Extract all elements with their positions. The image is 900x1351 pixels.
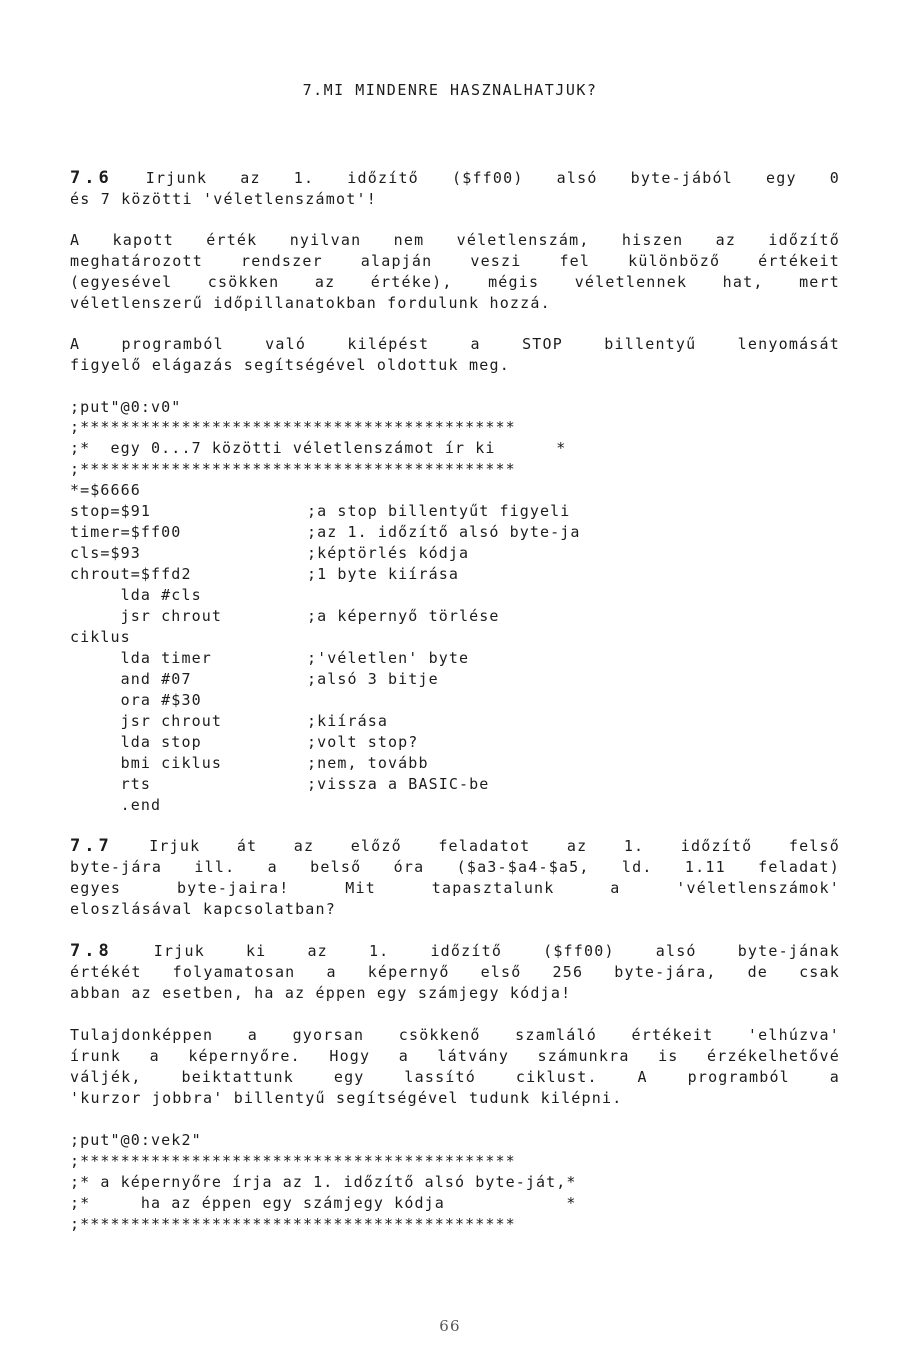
exercise-text: Irjuk át az előző feladatot az 1. időzítő felső [149, 837, 840, 855]
code-comment: ;1 byte kiírása [307, 565, 459, 583]
code-line: cls=$93 [70, 544, 141, 562]
code-line: lda stop [70, 733, 202, 751]
code-comment-banner: ;* egy 0...7 közötti véletlenszámot ír ki * [70, 439, 567, 457]
exercise-7-7-line-1 [70, 836, 840, 856]
code-line: chrout=$ffd2 [70, 565, 192, 583]
code-comment: ;a stop billentyűt figyeli [307, 502, 571, 520]
code-put-line: ;put"@0:v0" [70, 398, 182, 416]
code-comment: ;a képernyő törlése [307, 607, 500, 625]
code-comment: ;alsó 3 bitje [307, 670, 439, 688]
paragraph-line: figyelő elágazás segítségével oldottuk meg. [70, 356, 510, 374]
paragraph-line: Tulajdonképpen a gyorsan csökkenő szamláló értékeit 'elhúzva' [70, 1026, 840, 1044]
code-line: rts [70, 775, 152, 793]
paragraph-line: 'kurzor jobbra' billentyű segítségével tudunk kilépni. [70, 1089, 623, 1107]
code-comment-stars: ;******************************************* [70, 418, 516, 436]
exercise-text: Irjunk az 1. időzítő ($ff00) alsó byte-jából egy 0 [145, 169, 841, 187]
code-comment-banner: ;* a képernyőre írja az 1. időzítő alsó byte-ját,* [70, 1173, 577, 1191]
code-line: ora #$30 [70, 691, 202, 709]
code-line: bmi ciklus [70, 754, 222, 772]
code-comment: ;'véletlen' byte [307, 649, 470, 667]
code-line: jsr chrout [70, 712, 222, 730]
code-comment-stars: ;******************************************* [70, 1215, 516, 1233]
chapter-title: 7.MI MINDENRE HASZNALHATJUK? [302, 81, 598, 99]
code-comment: ;nem, tovább [307, 754, 429, 772]
exercise-7-8-line-2: értékét folyamatosan a képernyő első 256 byte-jára, de csak [70, 963, 840, 981]
code-comment-stars: ;******************************************* [70, 1152, 516, 1170]
code-line: timer=$ff00 [70, 523, 182, 541]
paragraph-line: A programból való kilépést a STOP billentyű lenyomását [70, 335, 840, 353]
paragraph-line: A kapott érték nyilvan nem véletlenszám, hiszen az időzítő [70, 231, 840, 249]
exercise-7-7-line-4: eloszlásával kapcsolatban? [70, 900, 336, 918]
code-put-line: ;put"@0:vek2" [70, 1131, 202, 1149]
exercise-number: 7.8 [70, 941, 113, 961]
paragraph-line: (egyesével csökken az értéke), mégis véletlennek hat, mert [70, 273, 840, 291]
paragraph-line: váljék, beiktattunk egy lassító ciklust. A programból a [70, 1068, 840, 1086]
exercise-7-7-line-3: egyes byte-jaira! Mit tapasztalunk a 'véletlenszámok' [70, 879, 840, 897]
page-number: 66 [439, 1317, 461, 1335]
exercise-7-6-line-1 [70, 168, 840, 188]
code-comment-banner: ;* ha az éppen egy számjegy kódja * [70, 1194, 577, 1212]
code-comment: ;volt stop? [307, 733, 419, 751]
code-line: and #07 [70, 670, 192, 688]
code-comment: ;kiírása [307, 712, 389, 730]
exercise-7-8-line-1 [70, 941, 840, 961]
code-label: ciklus [70, 628, 131, 646]
code-comment: ;képtörlés kódja [307, 544, 470, 562]
code-line: lda timer [70, 649, 212, 667]
code-line: lda #cls [70, 586, 202, 604]
exercise-7-7-line-2: byte-jára ill. a belső óra ($a3-$a4-$a5, ld. 1.11 feladat) [70, 858, 840, 876]
code-comment: ;vissza a BASIC-be [307, 775, 490, 793]
code-comment-stars: ;******************************************* [70, 460, 516, 478]
code-line: stop=$91 [70, 502, 152, 520]
exercise-number: 7.7 [70, 836, 113, 856]
code-line: .end [70, 796, 162, 814]
exercise-7-6-line-2: és 7 közötti 'véletlenszámot'! [70, 190, 377, 208]
paragraph-line: véletlenszerű időpillanatokban fordulunk hozzá. [70, 294, 551, 312]
exercise-text: Irjuk ki az 1. időzítő ($ff00) alsó byte-jának [153, 942, 840, 960]
exercise-number: 7.6 [70, 168, 113, 188]
code-comment: ;az 1. időzítő alsó byte-ja [307, 523, 581, 541]
exercise-7-8-line-3: abban az esetben, ha az éppen egy számjegy kódja! [70, 984, 572, 1002]
paragraph-line: írunk a képernyőre. Hogy a látvány számunkra is érzékelhetővé [70, 1047, 840, 1065]
paragraph-line: meghatározott rendszer alapján veszi fel különböző értékeit [70, 252, 840, 270]
code-line: jsr chrout [70, 607, 222, 625]
code-origin: *=$6666 [70, 481, 141, 499]
